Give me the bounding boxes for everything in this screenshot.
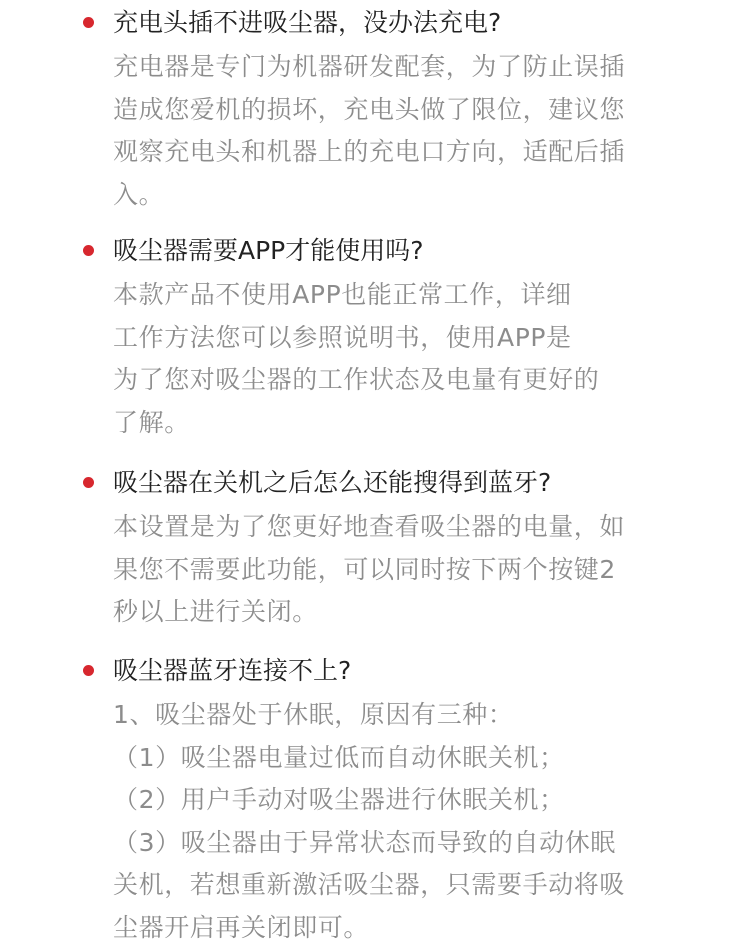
answer-line: （1）吸尘器电量过低而自动休眠关机； <box>113 742 565 772</box>
faq-answer <box>113 46 663 216</box>
answer-line: 观察充电头和机器上的充电口方向，适配后插 <box>113 137 626 166</box>
faq-answer <box>113 694 663 949</box>
answer-line: （2）用户手动对吸尘器进行休眠关机； <box>113 785 565 814</box>
answer-line: 1、吸尘器处于休眠，原因有三种： <box>113 700 514 729</box>
answer-line: 果您不需要此功能，可以同时按下两个按键2 <box>113 554 616 584</box>
answer-line: 本设置是为了您更好地查看吸尘器的电量，如 <box>113 512 626 541</box>
faq-question: 充电头插不进吸尘器，没办法充电? <box>113 8 502 37</box>
bullet-dot-icon <box>83 245 94 256</box>
answer-line: 为了您对吸尘器的工作状态及电量有更好的 <box>113 365 600 394</box>
answer-line: （3）吸尘器由于异常状态而导致的自动休眠 <box>113 827 616 857</box>
answer-line: 本款产品不使用APP也能正常工作，详细 <box>113 280 572 309</box>
answer-line: 关机，若想重新激活吸尘器，只需要手动将吸 <box>113 870 626 899</box>
answer-line: 尘器开启再关闭即可。 <box>113 912 370 942</box>
answer-line: 入。 <box>113 179 165 209</box>
answer-line: 工作方法您可以参照说明书，使用APP是 <box>113 322 572 352</box>
faq-answer <box>113 506 663 634</box>
answer-line: 充电器是专门为机器研发配套，为了防止误插 <box>113 52 626 81</box>
faq-answer <box>113 274 663 444</box>
answer-line: 秒以上进行关闭。 <box>113 597 318 626</box>
faq-question: 吸尘器蓝牙连接不上? <box>113 656 352 685</box>
answer-line: 了解。 <box>113 407 190 437</box>
faq-question: 吸尘器需要APP才能使用吗? <box>113 236 424 265</box>
bullet-dot-icon <box>83 665 94 676</box>
answer-line: 造成您爱机的损坏，充电头做了限位，建议您 <box>113 94 626 124</box>
bullet-dot-icon <box>83 477 94 488</box>
bullet-dot-icon <box>83 17 94 28</box>
faq-question: 吸尘器在关机之后怎么还能搜得到蓝牙? <box>113 468 552 497</box>
